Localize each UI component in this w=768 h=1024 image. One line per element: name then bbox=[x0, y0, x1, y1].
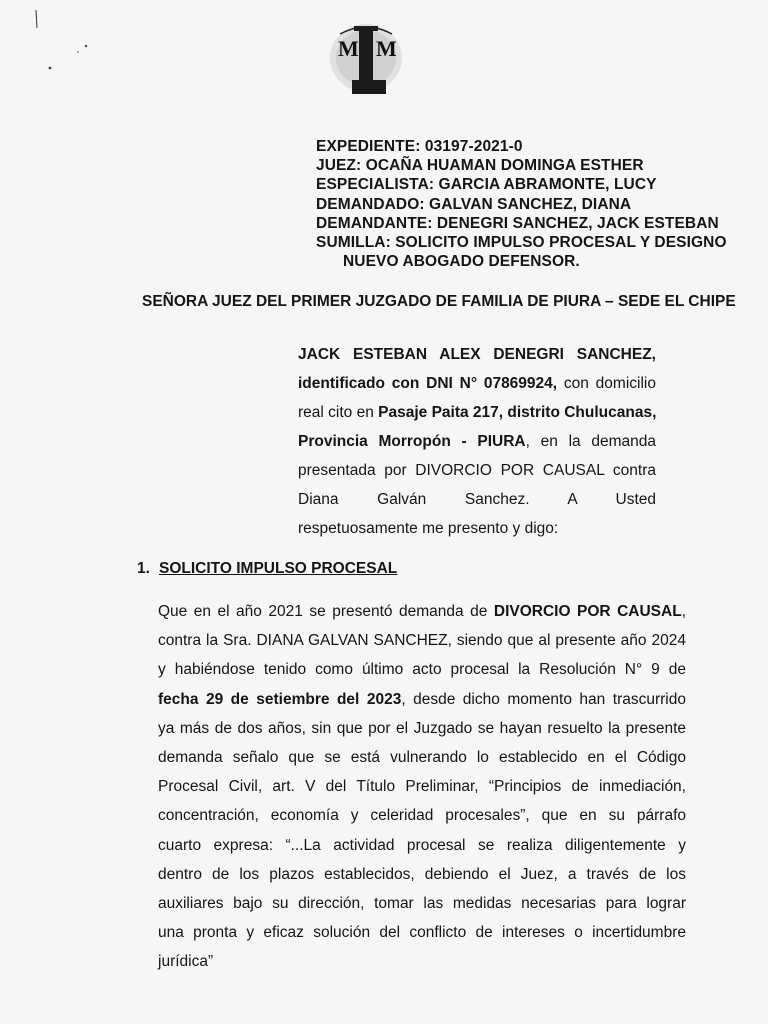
intro-line bbox=[298, 369, 656, 398]
body-line: dentro de los plazos establecidos, debiendo el Juez, a través de los bbox=[158, 865, 686, 883]
addressee-line: SEÑORA JUEZ DEL PRIMER JUZGADO DE FAMILIA DE PIURA – SEDE EL CHIPE bbox=[142, 293, 736, 310]
scan-specks bbox=[0, 0, 120, 90]
section-title: SOLICITO IMPULSO PROCESAL bbox=[159, 560, 398, 577]
intro-line bbox=[298, 427, 656, 456]
body-text: , desde dicho momento han trascurrido bbox=[401, 690, 686, 708]
svg-text:M: M bbox=[338, 36, 359, 61]
law-firm-logo bbox=[326, 18, 406, 114]
intro-province: Provincia Morropón - PIURA bbox=[298, 433, 526, 450]
case-header bbox=[316, 137, 736, 271]
header-demandante: DEMANDANTE: DENEGRI SANCHEZ, JACK ESTEBAN bbox=[316, 214, 719, 232]
body-divorcio: DIVORCIO POR CAUSAL bbox=[493, 603, 682, 620]
header-especialista: ESPECIALISTA: GARCIA ABRAMONTE, LUCY bbox=[316, 176, 657, 194]
header-sumilla-cont: NUEVO ABOGADO DEFENSOR. bbox=[343, 253, 580, 271]
intro-line: Diana Galván Sanchez. A Usted bbox=[298, 491, 656, 508]
body-fecha: fecha 29 de setiembre del 2023 bbox=[158, 690, 402, 708]
intro-line: presentada por DIVORCIO POR CAUSAL contra bbox=[298, 462, 656, 479]
header-juez: JUEZ: OCAÑA HUAMAN DOMINGA ESTHER bbox=[316, 157, 644, 175]
body-line: y habiéndose tenido como último acto procesal la Resolución N° 9 de bbox=[158, 661, 686, 679]
body-line bbox=[158, 597, 686, 626]
header-sumilla: SUMILLA: SOLICITO IMPULSO PROCESAL Y DESIGNO bbox=[316, 234, 727, 252]
intro-text: real cito en bbox=[298, 404, 379, 421]
body-line: auxiliares bajo su dirección, tomar las medidas necesarias para lograr bbox=[158, 894, 686, 912]
intro-line bbox=[298, 398, 656, 427]
header-demandado: DEMANDADO: GALVAN SANCHEZ, DIANA bbox=[316, 195, 632, 213]
intro-dni: identificado con DNI N° 07869924, bbox=[298, 375, 558, 392]
body-line: jurídica” bbox=[158, 953, 214, 971]
intro-address: Pasaje Paita 217, distrito Chulucanas, bbox=[378, 404, 657, 421]
header-expediente: EXPEDIENTE: 03197-2021-0 bbox=[316, 138, 523, 155]
body-line: concentración, economía y celeridad procesales”, que en su párrafo bbox=[158, 807, 686, 825]
body-line: Procesal Civil, art. V del Título Preliminar, “Principios de inmediación, bbox=[158, 778, 686, 796]
intro-paragraph bbox=[298, 340, 656, 543]
body-line: una pronta y eficaz solución del conflicto de intereses o incertidumbre bbox=[158, 924, 686, 942]
section-number: 1. bbox=[137, 560, 150, 577]
body-text: Que en el año 2021 se presentó demanda de bbox=[158, 603, 494, 620]
section-body bbox=[158, 597, 686, 976]
intro-line: JACK ESTEBAN ALEX DENEGRI SANCHEZ, bbox=[298, 346, 656, 363]
intro-text: con domicilio bbox=[557, 375, 656, 392]
svg-text:M: M bbox=[376, 36, 397, 61]
body-line: cuarto expresa: “...La actividad procesal se realiza diligentemente y bbox=[158, 836, 686, 854]
intro-text: , en la demanda bbox=[525, 433, 657, 450]
section-heading bbox=[137, 560, 397, 578]
body-line bbox=[158, 685, 686, 714]
body-text: , bbox=[681, 603, 686, 620]
body-line: demanda señalo que se está vulnerando lo establecido en el Código bbox=[158, 748, 686, 766]
body-line: ya más de dos años, sin que por el Juzgado se hayan resuelto la presente bbox=[158, 719, 686, 737]
intro-line: respetuosamente me presento y digo: bbox=[298, 520, 559, 537]
body-line: contra la Sra. DIANA GALVAN SANCHEZ, siendo que al presente año 2024 bbox=[158, 632, 686, 650]
